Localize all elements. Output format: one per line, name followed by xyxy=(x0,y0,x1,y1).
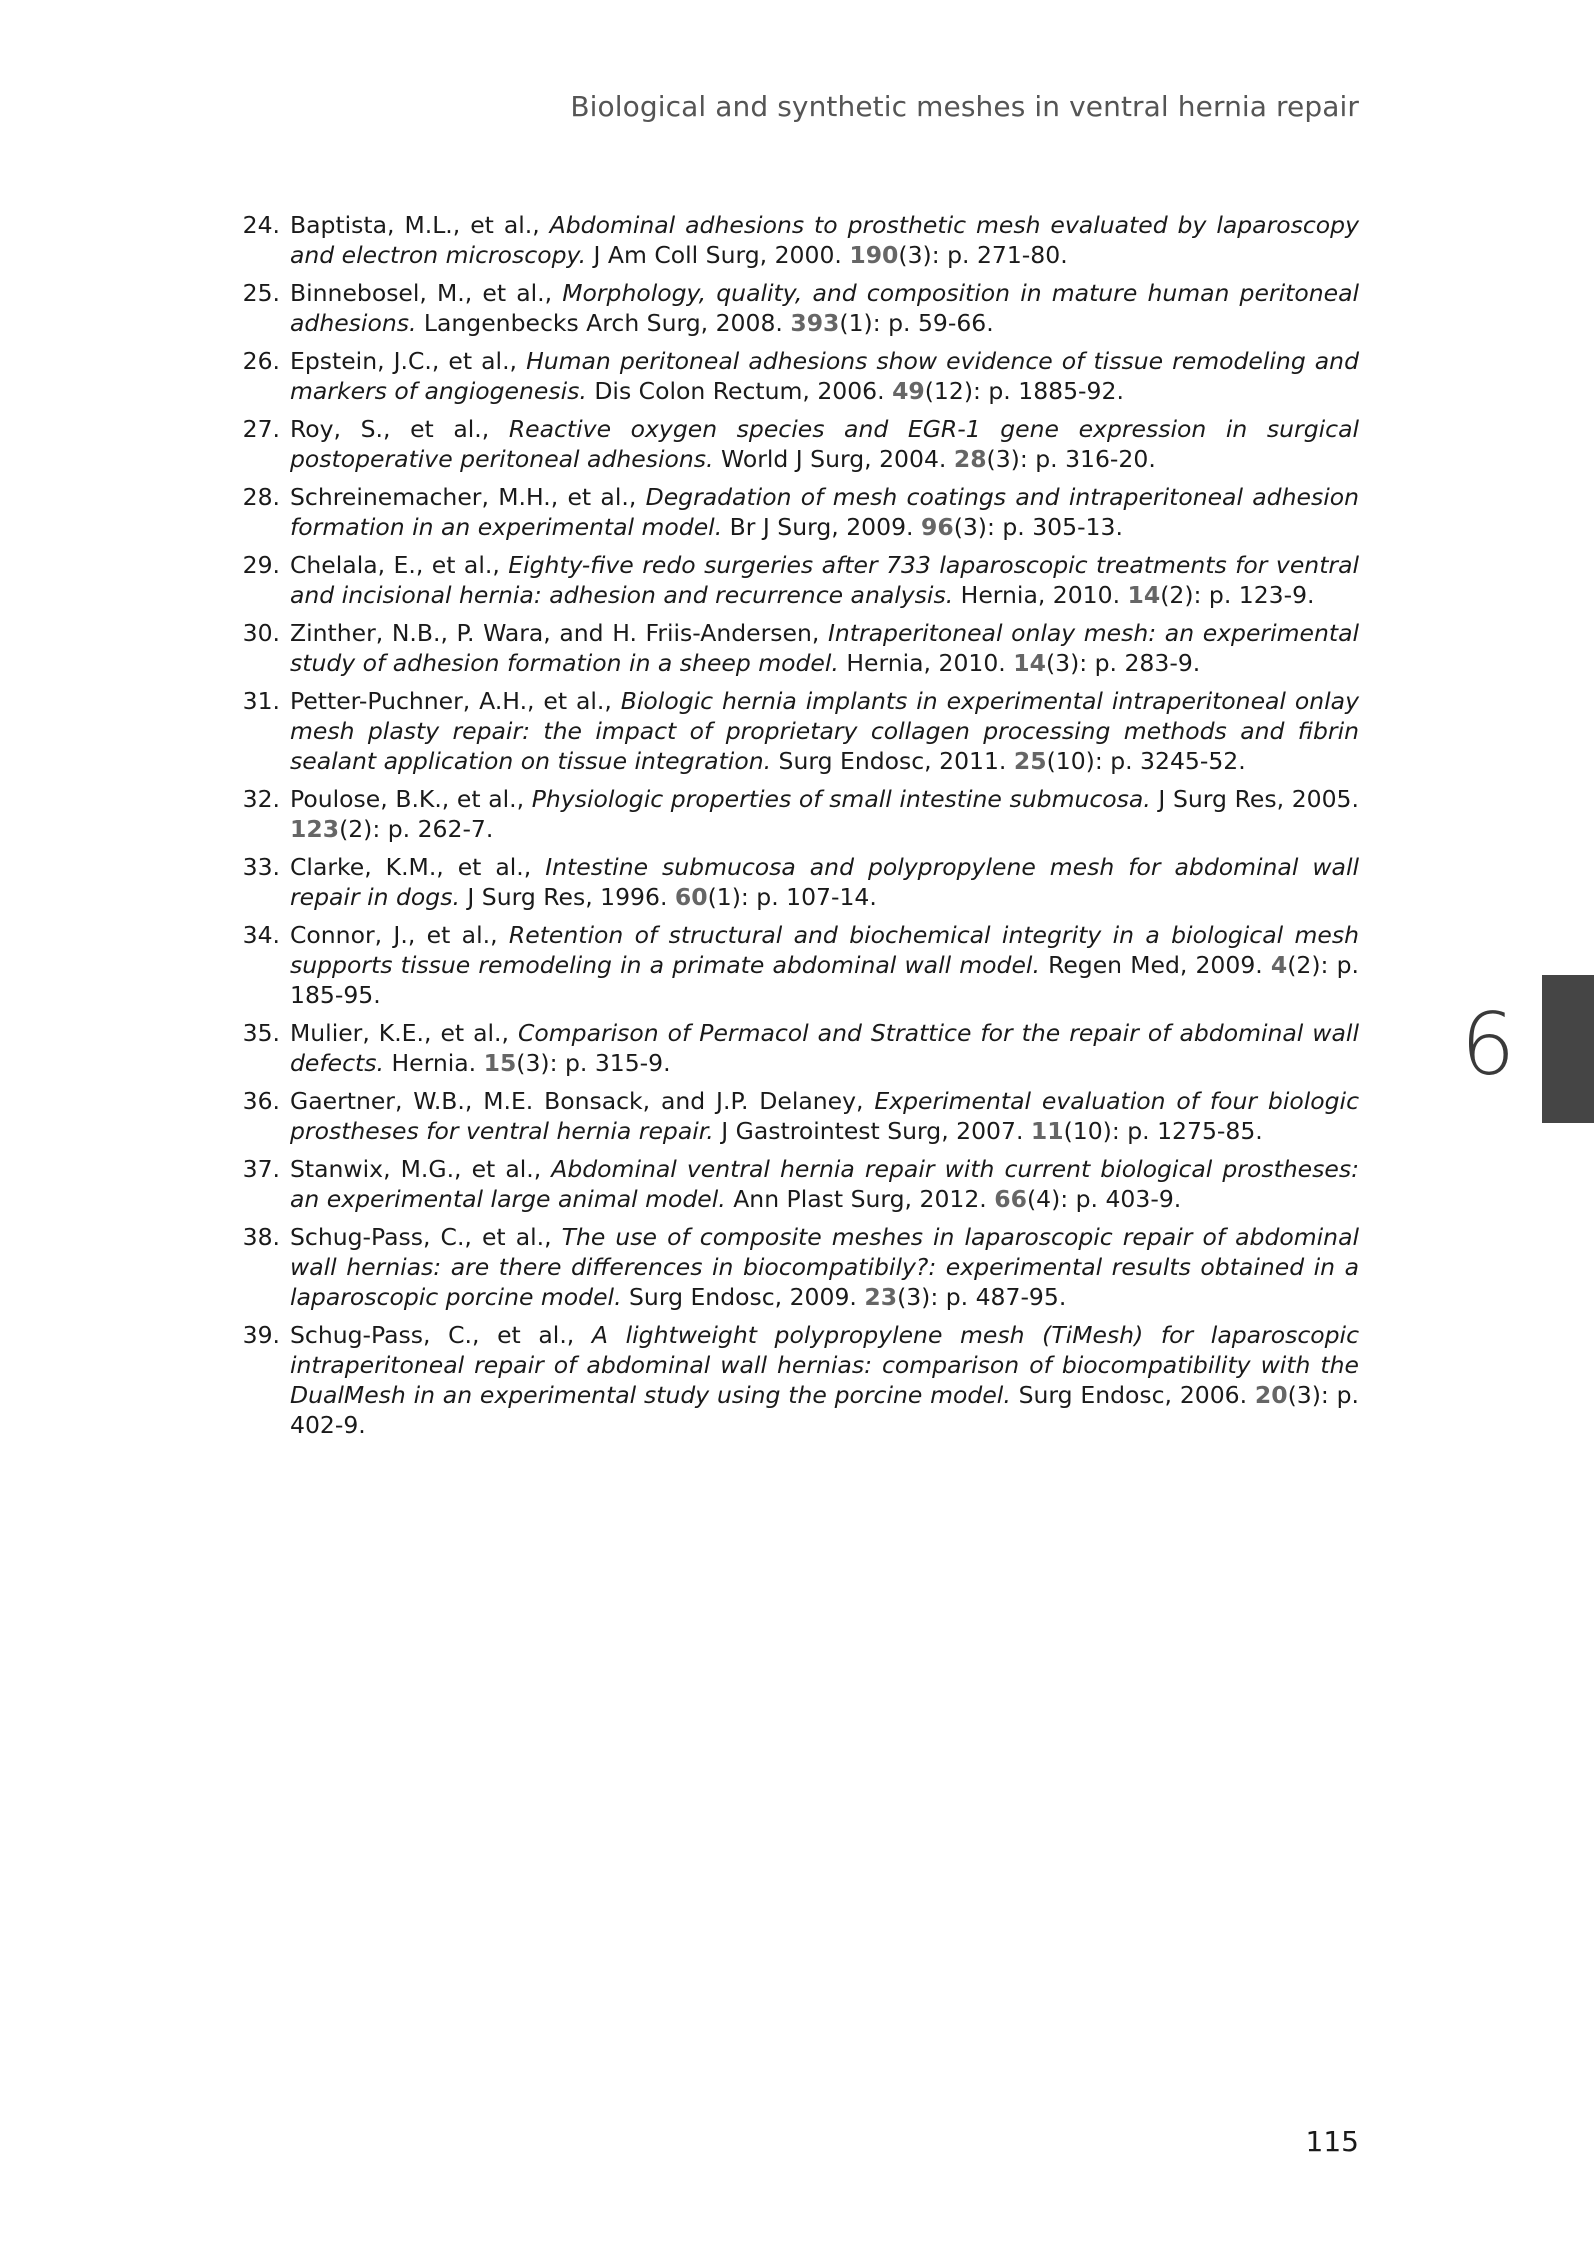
reference-volume: 25 xyxy=(1013,747,1047,775)
reference-volume: 123 xyxy=(290,815,340,843)
reference-journal: Regen Med, 2009. xyxy=(1039,951,1271,979)
reference-title: Intestine submucosa and polypropylene mesh for abdominal wall repair in dogs. xyxy=(290,853,1360,911)
reference-pages: (3): p. 487-95. xyxy=(897,1283,1067,1311)
running-header: Biological and synthetic meshes in ventral hernia repair xyxy=(570,90,1359,123)
reference-title: Biologic hernia implants in experimental intraperitoneal onlay mesh plasty repair: the impact of proprietary collagen processing methods and fibrin sealant application on tissue integration. xyxy=(290,687,1359,775)
reference-item xyxy=(232,1320,1359,1440)
reference-item xyxy=(232,278,1359,338)
chapter-tab-marker xyxy=(1542,975,1594,1123)
reference-authors: Gaertner, W.B., M.E. Bonsack, and J.P. Delaney, xyxy=(290,1087,875,1115)
reference-number: 33. xyxy=(242,853,280,881)
reference-journal: Surg Endosc, 2006. xyxy=(1010,1381,1255,1409)
reference-volume: 11 xyxy=(1030,1117,1064,1145)
reference-volume: 14 xyxy=(1013,649,1046,677)
reference-pages: (12): p. 1885-92. xyxy=(924,377,1124,405)
reference-journal: Surg Endosc, 2011. xyxy=(771,747,1014,775)
reference-journal: Hernia. xyxy=(383,1049,484,1077)
reference-item xyxy=(232,1086,1359,1146)
reference-authors: Chelala, E., et al., xyxy=(290,551,509,579)
reference-number: 30. xyxy=(242,619,280,647)
reference-number: 24. xyxy=(242,211,280,239)
reference-title: Eighty-five redo surgeries after 733 laparoscopic treatments for ventral and incisional hernia: adhesion and recurrence analysis. xyxy=(290,551,1359,609)
reference-item xyxy=(232,346,1359,406)
reference-title: Physiologic properties of small intestine submucosa. xyxy=(531,785,1151,813)
reference-title: Reactive oxygen species and EGR-1 gene expression in surgical postoperative peritoneal adhesions. xyxy=(290,415,1359,473)
reference-number: 31. xyxy=(242,687,280,715)
reference-item xyxy=(232,686,1359,776)
reference-title: Experimental evaluation of four biologic prostheses for ventral hernia repair. xyxy=(290,1087,1359,1145)
reference-authors: Schreinemacher, M.H., et al., xyxy=(290,483,646,511)
reference-authors: Connor, J., et al., xyxy=(290,921,509,949)
reference-title: A lightweight polypropylene mesh (TiMesh) for laparoscopic intraperitoneal repair of abdominal wall hernias: comparison of biocompatibility with the DualMesh in an experimental study using the porcine model. xyxy=(290,1321,1360,1409)
reference-number: 36. xyxy=(242,1087,280,1115)
reference-volume: 23 xyxy=(864,1283,898,1311)
reference-number: 32. xyxy=(242,785,280,813)
reference-pages: (3): p. 271-80. xyxy=(898,241,1068,269)
reference-number: 28. xyxy=(242,483,280,511)
reference-journal: J Surg Res, 1996. xyxy=(459,883,675,911)
reference-pages: (3): p. 315-9. xyxy=(516,1049,671,1077)
chapter-number: 6 xyxy=(1460,995,1516,1095)
reference-number: 26. xyxy=(242,347,280,375)
reference-item xyxy=(232,784,1359,844)
reference-journal: Langenbecks Arch Surg, 2008. xyxy=(416,309,791,337)
reference-volume: 66 xyxy=(994,1185,1027,1213)
reference-authors: Binnebosel, M., et al., xyxy=(290,279,563,307)
reference-pages: (2): p. 262-7. xyxy=(339,815,494,843)
reference-journal: Hernia, 2010. xyxy=(953,581,1128,609)
reference-journal: Hernia, 2010. xyxy=(838,649,1014,677)
reference-volume: 393 xyxy=(790,309,840,337)
reference-number: 34. xyxy=(242,921,280,949)
reference-pages: (2): p. 185-95. xyxy=(290,951,1360,1009)
reference-volume: 190 xyxy=(849,241,899,269)
reference-number: 25. xyxy=(242,279,280,307)
reference-pages: (10): p. 1275-85. xyxy=(1063,1117,1263,1145)
reference-title: Comparison of Permacol and Strattice for the repair of abdominal wall defects. xyxy=(290,1019,1359,1077)
reference-title: Human peritoneal adhesions show evidence of tissue remodeling and markers of angiogenesis. xyxy=(290,347,1359,405)
reference-pages: (10): p. 3245-52. xyxy=(1046,747,1246,775)
reference-volume: 20 xyxy=(1254,1381,1288,1409)
reference-number: 29. xyxy=(242,551,280,579)
reference-authors: Schug-Pass, C., et al., xyxy=(290,1321,592,1349)
reference-pages: (1): p. 59-66. xyxy=(839,309,994,337)
reference-volume: 96 xyxy=(920,513,954,541)
reference-item xyxy=(232,618,1359,678)
reference-item xyxy=(232,414,1359,474)
reference-pages: (1): p. 107-14. xyxy=(707,883,877,911)
reference-title: Degradation of mesh coatings and intraperitoneal adhesion formation in an experimental model. xyxy=(290,483,1359,541)
reference-authors: Schug-Pass, C., et al., xyxy=(290,1223,562,1251)
reference-pages: (2): p. 123-9. xyxy=(1160,581,1315,609)
reference-pages: (3): p. 283-9. xyxy=(1045,649,1201,677)
reference-pages: (4): p. 403-9. xyxy=(1026,1185,1182,1213)
reference-title: Morphology, quality, and composition in mature human peritoneal adhesions. xyxy=(290,279,1359,337)
reference-title: Intraperitoneal onlay mesh: an experimental study of adhesion formation in a sheep model. xyxy=(290,619,1360,677)
reference-item xyxy=(232,1018,1359,1078)
reference-journal: J Am Coll Surg, 2000. xyxy=(586,241,850,269)
reference-title: Retention of structural and biochemical integrity in a biological mesh supports tissue remodeling in a primate abdominal wall model. xyxy=(290,921,1359,979)
reference-volume: 60 xyxy=(674,883,708,911)
reference-number: 37. xyxy=(242,1155,280,1183)
reference-volume: 15 xyxy=(483,1049,517,1077)
reference-volume: 28 xyxy=(953,445,987,473)
reference-authors: Stanwix, M.G., et al., xyxy=(290,1155,552,1183)
reference-journal: J Surg Res, 2005. xyxy=(1150,785,1359,813)
reference-authors: Poulose, B.K., et al., xyxy=(290,785,532,813)
reference-number: 38. xyxy=(242,1223,280,1251)
reference-journal: Surg Endosc, 2009. xyxy=(621,1283,865,1311)
reference-item xyxy=(232,1154,1359,1214)
reference-pages: (3): p. 305-13. xyxy=(953,513,1123,541)
reference-volume: 14 xyxy=(1127,581,1161,609)
reference-item xyxy=(232,550,1359,610)
reference-item xyxy=(232,482,1359,542)
reference-volume: 49 xyxy=(892,377,925,405)
reference-number: 35. xyxy=(242,1019,280,1047)
reference-title: Abdominal ventral hernia repair with current biological prostheses: an experimental large animal model. xyxy=(290,1155,1359,1213)
reference-title: Abdominal adhesions to prosthetic mesh evaluated by laparoscopy and electron microscopy. xyxy=(290,211,1359,269)
reference-journal: Dis Colon Rectum, 2006. xyxy=(586,377,893,405)
reference-journal: Ann Plast Surg, 2012. xyxy=(725,1185,995,1213)
reference-journal: World J Surg, 2004. xyxy=(713,445,954,473)
reference-journal: Br J Surg, 2009. xyxy=(722,513,921,541)
reference-authors: Epstein, J.C., et al., xyxy=(290,347,527,375)
reference-item xyxy=(232,920,1359,1010)
reference-number: 39. xyxy=(242,1321,280,1349)
reference-title: The use of composite meshes in laparoscopic repair of abdominal wall hernias: are there differences in biocompatibily?: experimental results obtained in a laparoscopic porcine model. xyxy=(290,1223,1360,1311)
reference-authors: Mulier, K.E., et al., xyxy=(290,1019,518,1047)
reference-pages: (3): p. 402-9. xyxy=(290,1381,1359,1439)
reference-number: 27. xyxy=(242,415,280,443)
reference-item xyxy=(232,852,1359,912)
reference-volume: 4 xyxy=(1270,951,1288,979)
reference-authors: Baptista, M.L., et al., xyxy=(290,211,550,239)
reference-pages: (3): p. 316-20. xyxy=(986,445,1156,473)
reference-item xyxy=(232,210,1359,270)
page-number: 115 xyxy=(1305,2125,1359,2158)
reference-authors: Zinther, N.B., P. Wara, and H. Friis-Andersen, xyxy=(290,619,828,647)
reference-authors: Clarke, K.M., et al., xyxy=(290,853,546,881)
reference-authors: Roy, S., et al., xyxy=(290,415,509,443)
reference-list xyxy=(232,210,1359,1448)
reference-authors: Petter-Puchner, A.H., et al., xyxy=(290,687,621,715)
reference-journal: J Gastrointest Surg, 2007. xyxy=(713,1117,1031,1145)
reference-item xyxy=(232,1222,1359,1312)
